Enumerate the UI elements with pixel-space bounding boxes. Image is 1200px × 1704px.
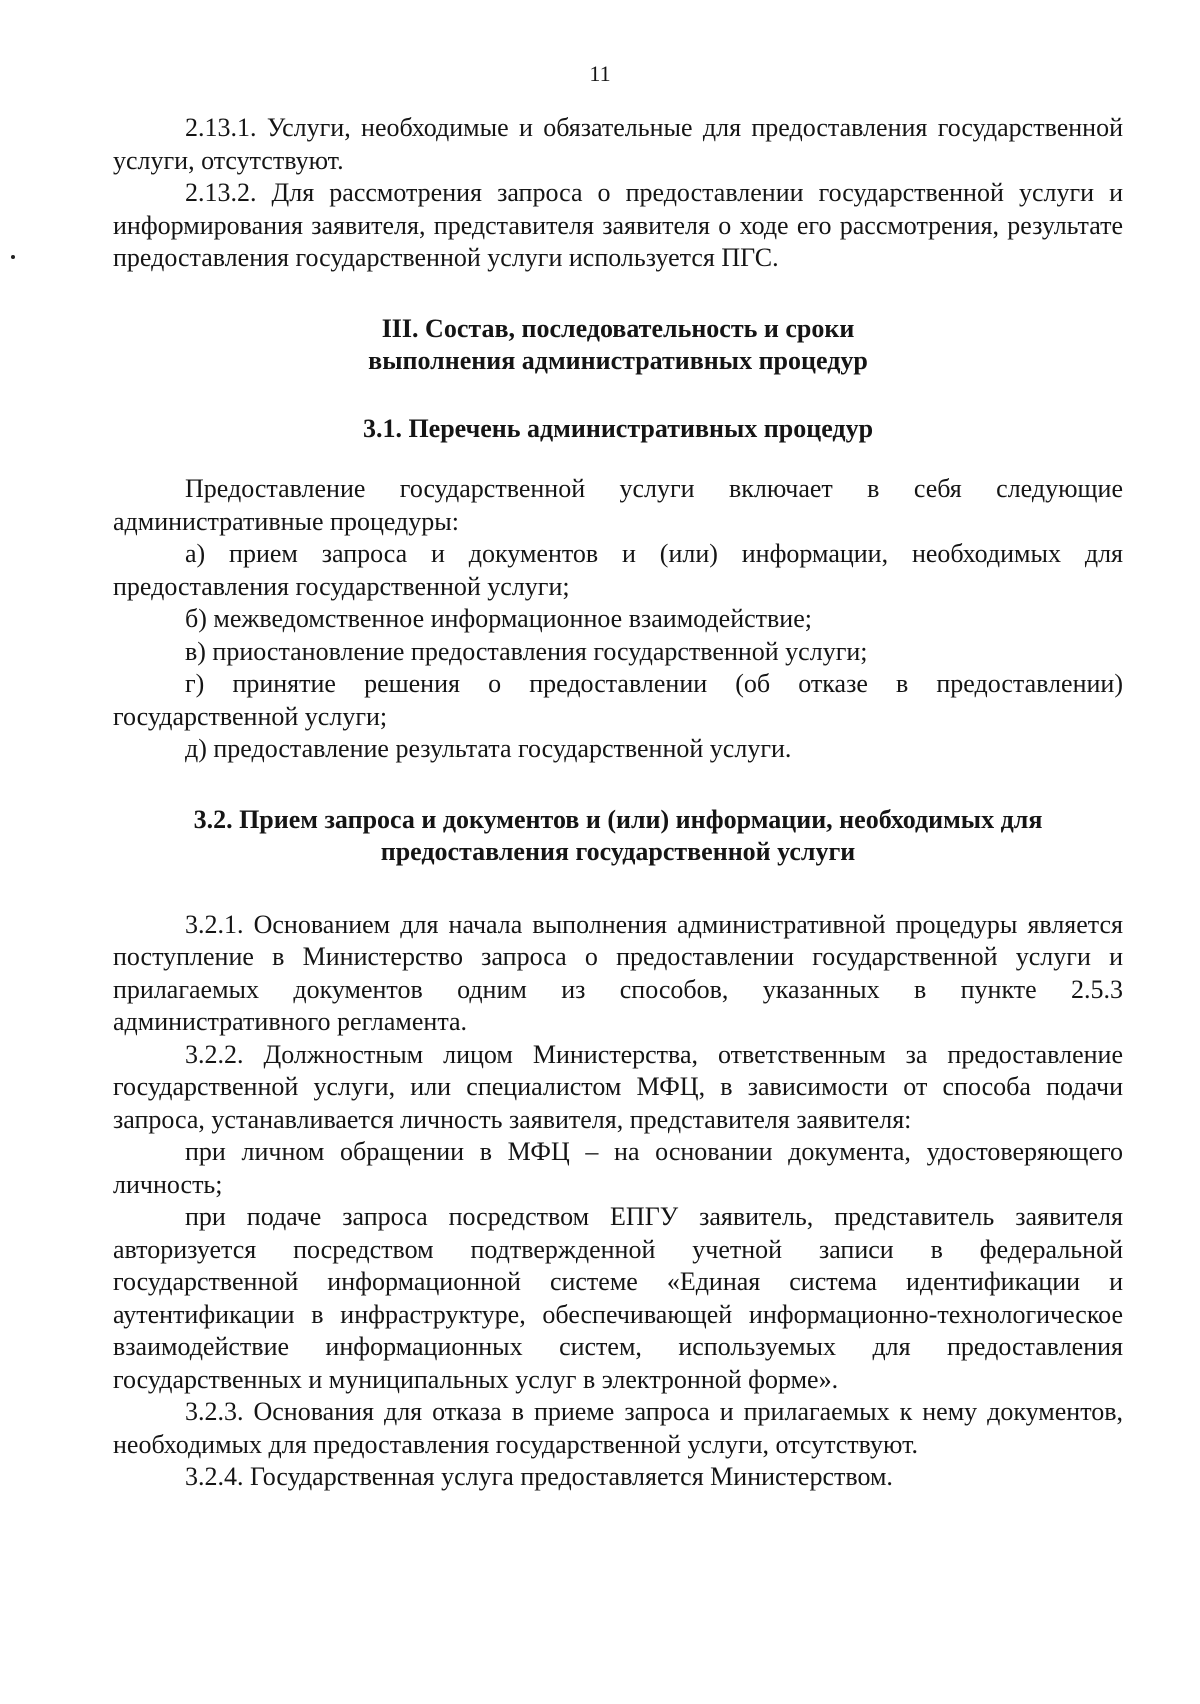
paragraph-3-2-2: 3.2.2. Должностным лицом Министерства, ответственным за предоставление государственной услуги, или специалистом МФЦ, в зависимости от способа подачи запроса, устанавливается личность заявителя, представителя заявителя: — [113, 1039, 1123, 1134]
paragraph-personal-visit: при личном обращении в МФЦ – на основании документа, удостоверяющего личность; — [113, 1137, 1123, 1199]
list-item-v: в) приостановление предоставления государственной услуги; — [185, 636, 868, 666]
scan-speck — [11, 255, 15, 259]
list-item-d: д) предоставление результата государственной услуги. — [185, 734, 792, 763]
paragraph-3-2-1: 3.2.1. Основанием для начала выполнения административной процедуры является поступление в Министерство запроса о предоставлении государственной услуги и прилагаемых документов одним из способов, указанных в пункте 2.5.3 административного регламента. — [113, 909, 1123, 1036]
paragraph-epgu-submission: при подаче запроса посредством ЕПГУ заявитель, представитель заявителя авторизуется посредством подтвержденной учетной записи в федеральной государственной информационной системе «Единая система идентификации и аутентификации в инфраструктуре, обеспечивающей информационно-технологическое взаимодействие информационных систем, используемых для предоставления государственных и муниципальных услуг в электронной форме». — [113, 1202, 1123, 1394]
list-item-a: а) прием запроса и документов и (или) информации, необходимых для предоставления государственной услуги; — [113, 539, 1123, 601]
paragraph-3-2-4: 3.2.4. Государственная услуга предоставляется Министерством. — [185, 1462, 893, 1491]
list-item-g: г) принятие решения о предоставлении (об отказе в предоставлении) государственной услуги; — [113, 669, 1123, 731]
subsection-3-1-title: 3.1. Перечень административных процедур — [362, 413, 874, 443]
paragraph-2-13-1: 2.13.1. Услуги, необходимые и обязательные для предоставления государственной услуги, отсутствуют. — [113, 113, 1123, 175]
section-3-title-line1: III. Состав, последовательность и сроки — [381, 313, 855, 343]
list-item-b: б) межведомственное информационное взаимодействие; — [185, 604, 812, 633]
paragraph-2-13-2: 2.13.2. Для рассмотрения запроса о предоставлении государственной услуги и информирования заявителя, представителя заявителя о ходе его рассмотрения, результате предоставления государственной услуги используется ПГС. — [113, 178, 1123, 272]
subsection-3-2-title-line1: 3.2. Прием запроса и документов и (или) информации, необходимых для — [193, 804, 1043, 834]
paragraph-3-2-3: 3.2.3. Основания для отказа в приеме запроса и прилагаемых к нему документов, необходимых для предоставления государственной услуги, отсутствуют. — [113, 1397, 1123, 1459]
subsection-3-2-title-line2: предоставления государственной услуги — [380, 837, 856, 866]
section-3-title-line2: выполнения административных процедур — [368, 346, 868, 375]
page-number: 11 — [589, 61, 611, 86]
subsection-3-1-intro: Предоставление государственной услуги включает в себя следующие административные процедуры: — [113, 474, 1123, 536]
page-body — [113, 112, 1123, 1494]
